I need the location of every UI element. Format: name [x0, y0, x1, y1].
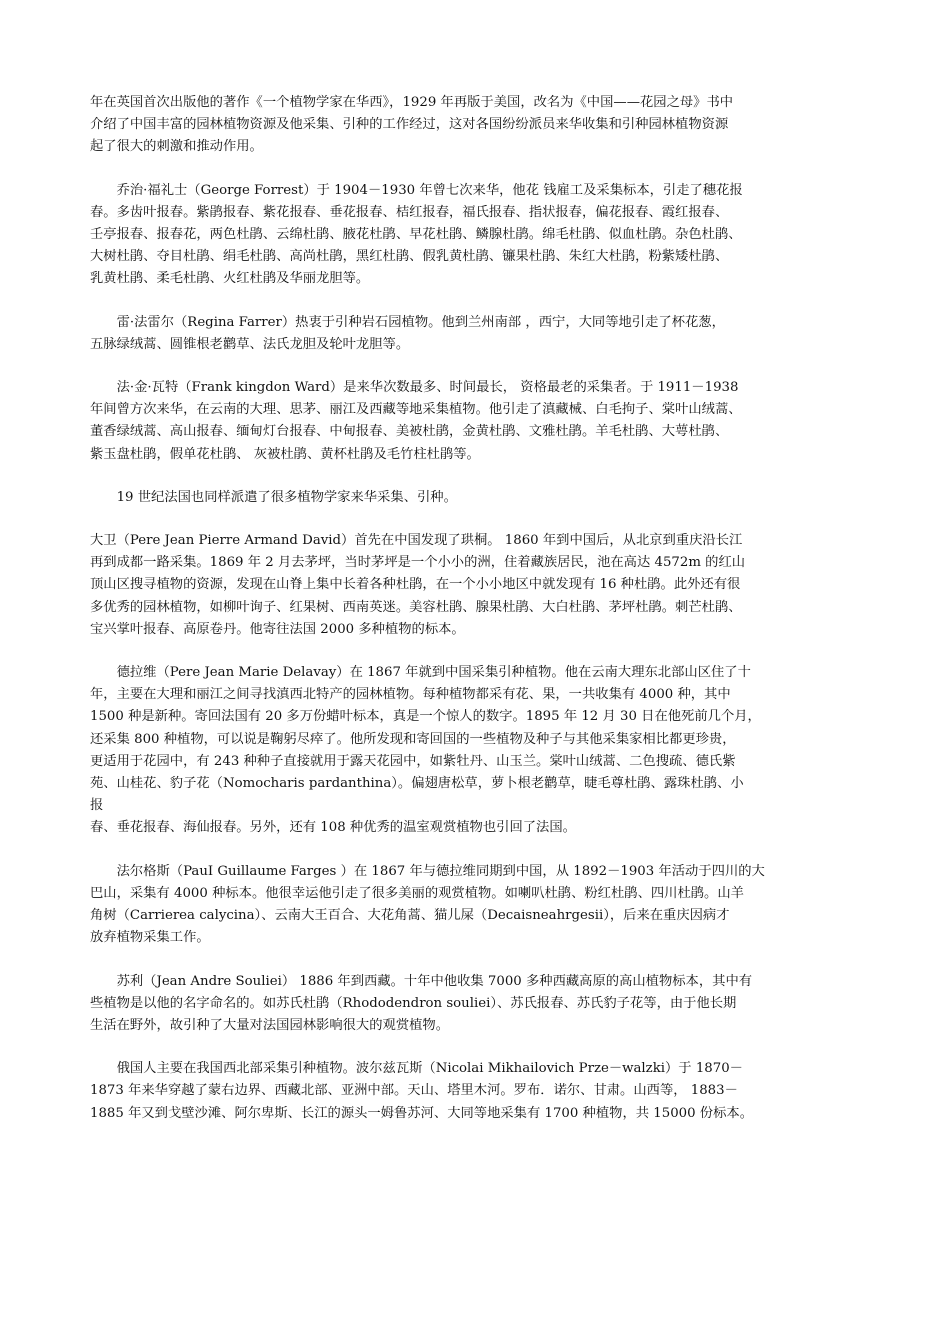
text-line: 1873 年来华穿越了蒙右边界、西藏北部、亚洲中部。天山、塔里木河。罗布．诺尔、甘肃。山西等， 1883－ [90, 1083, 738, 1099]
text-line: 春、垂花报春、海仙报春。另外，还有 108 种优秀的温室观赏植物也引回了法国。 [90, 820, 576, 836]
text-line: 大卫（Pere Jean Pierre Armand David）首先在中国发现了珙桐。 1860 年到中国后，从北京到重庆沿长江 [90, 533, 743, 549]
paragraph [90, 971, 860, 1038]
text-line: 多优秀的园林植物，如柳叶询子、红果树、西南英迷。美容杜鹃、腺果杜鹃、大白杜鹃、茅坪杜鹃。刺芒杜鹃、 [90, 599, 742, 615]
text-line: 起了很大的刺激和推动作用。 [90, 139, 263, 155]
text-line: 报 [90, 798, 104, 814]
text-line: 大树杜鹃、夺目杜鹃、绢毛杜鹃、高尚杜鹃，黑红杜鹃、假乳黄杜鹃、镰果杜鹃、朱红大杜鹃，粉紫矮杜鹃、 [90, 249, 729, 265]
text-line: 五脉绿绒蒿、圆锥根老鹳草、法氏龙胆及轮叶龙胆等。 [90, 336, 410, 352]
paragraph [90, 662, 860, 840]
text-line: 年在英国首次出版他的著作《一个植物学家在华西》，1929 年再版于美国，改名为《中国——花园之母》书中 [90, 95, 734, 110]
text-line: 年间曾方次来华，在云南的大理、思茅、丽江及西藏等地采集植物。他引走了滇藏械、白毛拘子、棠叶山绒蒿、 [90, 402, 742, 418]
text-line: 19 世纪法国也同样派遣了很多植物学家来华采集、引种。 [90, 489, 457, 505]
text-line: 再到成都一路采集。1869 年 2 月去茅坪，当时茅坪是一个小小的洲，住着藏族居民，池在高达 4572m 的红山 [90, 555, 746, 571]
text-line: 角树（Carrierea calycina）、云南大王百合、大花角蒿、猫儿屎（Decaisneahrgesii），后来在重庆因病才 [90, 908, 730, 924]
paragraph [90, 377, 860, 466]
text-line: 董香绿绒蒿、高山报春、缅甸灯台报春、中甸报春、美被杜鹃，金黄杜鹃、文雅杜鹃。羊毛杜鹃、大萼杜鹃、 [90, 424, 729, 440]
text-line: 年，主要在大理和丽江之间寻找滇西北特产的园林植物。每种植物都采有花、果，一共收集有 4000 种，其中 [90, 687, 731, 703]
text-line: 1500 种是新种。寄回法国有 20 多万份蜡叶标本，真是一个惊人的数字。1895 年 12 月 30 日在他死前几个月， [90, 709, 761, 725]
text-line: 壬亭报春、报春花，两色杜鹃、云绵杜鹃、腋花杜鹃、早花杜鹃、鳞腺杜鹃。绵毛杜鹃、似血杜鹃。杂色杜鹃、 [90, 227, 742, 243]
text-line: 法·金·瓦特（Frank kingdon Ward）是来华次数最多、时间最长， 资格最老的采集者。于 1911－1938 [90, 380, 739, 396]
text-line: 生活在野外，故引种了大量对法国园林影响很大的观赏植物。 [90, 1017, 450, 1033]
paragraph [90, 180, 860, 291]
paragraph [90, 530, 860, 641]
paragraph [90, 1058, 860, 1125]
text-line: 俄国人主要在我国西北部采集引种植物。波尔兹瓦斯（Nicolai Mikhailovich Prze－walzki）于 1870－ [90, 1061, 743, 1077]
paragraph [90, 92, 860, 159]
text-line: 德拉维（Pere Jean Marie Delavay）在 1867 年就到中国采集引种植物。他在云南大理东北部山区住了十 [90, 665, 751, 681]
text-line: 春。多齿叶报春。紫鹃报春、紫花报春、垂花报春、桔红报春，福氏报春、指状报春，偏花报春、霞红报春、 [90, 204, 729, 220]
text-line: 更适用于花园中，有 243 种种子直接就用于露天花园中，如紫牡丹、山玉兰。棠叶山绒蒿、二色搜疏、德氏紫 [90, 753, 736, 769]
text-line: 雷·法雷尔（Regina Farrer）热衷于引种岩石园植物。他到兰州南部 ，西宁，大同等地引走了杯花葱， [90, 314, 725, 330]
text-line: 些植物是以他的名字命名的。如苏氏杜鹃（Rhododendron souliei）、苏氏报春、苏氏豹子花等，由于他长期 [90, 995, 737, 1011]
text-line: 法尔格斯（PauI Guillaume Farges ）在 1867 年与德拉维同期到中国，从 1892－1903 年活动于四川的大 [90, 863, 765, 879]
text-line: 苑、山桂花、豹子花（Nomocharis pardanthina）。偏翅唐松草，萝卜根老鹳草，睫毛尊杜鹃、露珠杜鹃、小 [90, 776, 744, 792]
text-line: 还采集 800 种植物，可以说是鞠躬尽瘁了。他所发现和寄回国的一些植物及种子与其他采集家相比都更珍贵， [90, 731, 736, 747]
paragraph [90, 487, 860, 509]
text-line: 顶山区搜寻植物的资源，发现在山脊上集中长着各种杜鹃，在一个小小地区中就发现有 16 种杜鹃。此外还有很 [90, 577, 741, 593]
text-line: 巴山，采集有 4000 种标本。他很幸运他引走了很多美丽的观赏植物。如喇叭杜鹃、粉红杜鹃、四川杜鹃。山羊 [90, 885, 744, 901]
text-line: 介绍了中国丰富的园林植物资源及他采集、引种的工作经过，这对各国纷纷派员来华收集和引种园林植物资源 [90, 117, 729, 133]
text-line: 乔治·福礼士（George Forrest）于 1904－1930 年曾七次来华，他花 钱雇工及采集标本，引走了穗花报 [90, 182, 743, 198]
text-line: 苏利（Jean Andre Souliei） 1886 年到西藏。十年中他收集 7000 多种西藏高原的高山植物标本，其中有 [90, 973, 753, 989]
text-line: 放弃植物采集工作。 [90, 930, 210, 946]
text-line: 紫玉盘杜鹃，假单花杜鹃、 灰被杜鹃、黄杯杜鹃及毛竹柱杜鹃等。 [90, 446, 480, 462]
paragraph [90, 312, 860, 356]
document-page [90, 92, 860, 1146]
paragraph [90, 861, 860, 950]
text-line: 宝兴掌叶报春、高原卷丹。他寄往法国 2000 多种植物的标本。 [90, 621, 465, 637]
text-line: 乳黄杜鹃、柔毛杜鹃、火红杜鹃及华丽龙胆等。 [90, 271, 370, 287]
text-line: 1885 年又到戈壁沙滩、阿尔卑斯、长江的源头一姆鲁苏河、大同等地采集有 1700 种植物，共 15000 份标本。 [90, 1105, 753, 1121]
